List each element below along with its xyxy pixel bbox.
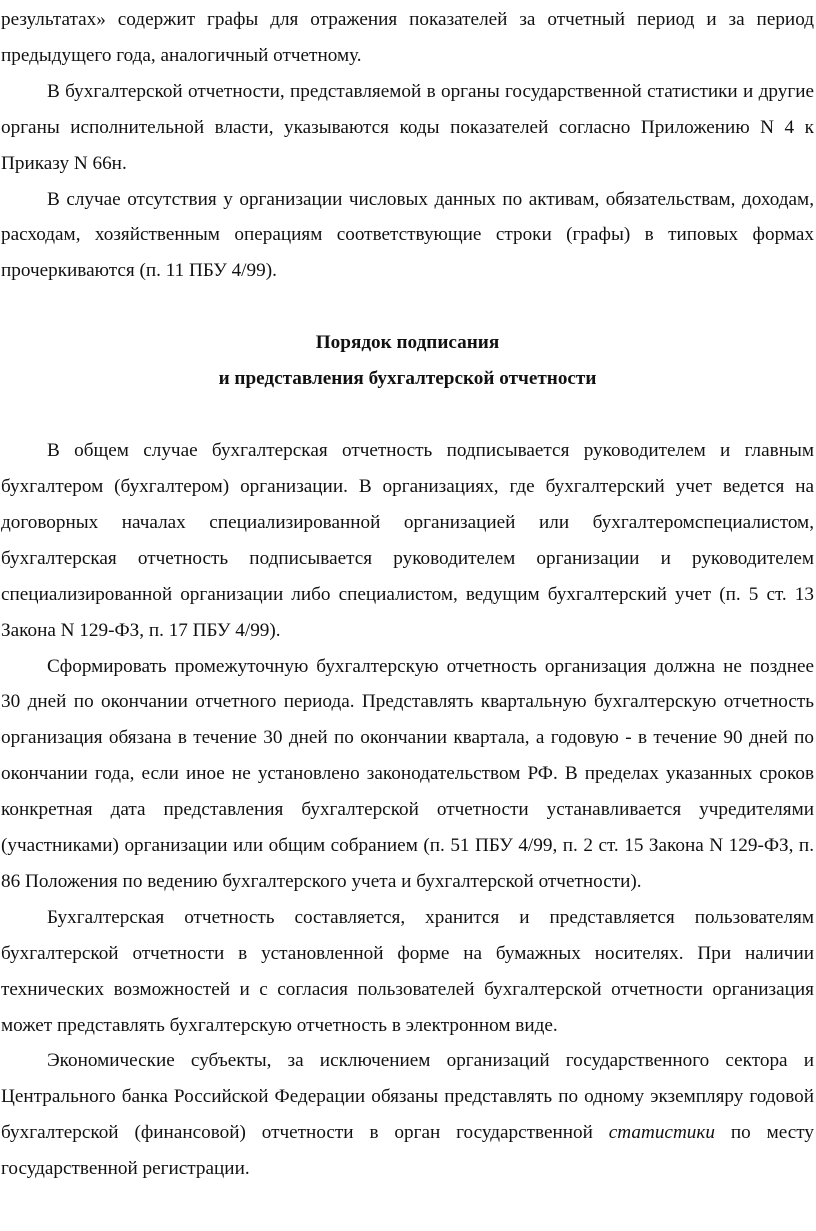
paragraph-submission <box>1 1043 814 1187</box>
paragraph-storage-format: Бухгалтерская отчетность составляется, хранится и представляется пользователям бухгалтерской отчетности в установленной форме на бумажных носителях. При наличии технических возможностей и с согласия пользователей бухгалтерской отчетности организация может представлять бухгалтерскую отчетность в электронном виде. <box>1 906 814 1036</box>
section-spacer <box>1 289 814 325</box>
section-spacer <box>1 397 814 433</box>
paragraph-statistics-codes: В бухгалтерской отчетности, представляемой в органы государственной статистики и другие органы исполнительной власти, указываются коды показателей согласно Приложению N 4 к Приказу N 66н. <box>1 80 814 174</box>
section-heading-line-1: Порядок подписания <box>315 332 500 354</box>
paragraph-submission-emphasis: статистики <box>608 1122 715 1144</box>
paragraph-submission-text-end: по месту государственной регистрации. <box>1 1122 814 1180</box>
section-heading <box>1 325 814 397</box>
paragraph-missing-data: В случае отсутствия у организации числовых данных по активам, обязательствам, доходам, расходам, хозяйственным операциям соответствующие строки (графы) в типовых формах прочеркиваются (п. 11 ПБУ 4/99). <box>1 188 814 282</box>
paragraph-continuation: результатах» содержит графы для отражения показателей за отчетный период и за период предыдущего года, аналогичный отчетному. <box>1 9 814 66</box>
section-heading-line-2: и представления бухгалтерской отчетности <box>218 368 597 390</box>
paragraph-signing: В общем случае бухгалтерская отчетность подписывается руководителем и главным бухгалтером (бухгалтером) организации. В организациях, где бухгалтерский учет ведется на договорных началах специализированной организацией или бухгалтеромспециалистом, бухгалтерская отчетность подписывается руководителем организации и руководителем специализированной организации либо специалистом, ведущим бухгалтерский учет (п. 5 ст. 13 Закона N 129-ФЗ, п. 17 ПБУ 4/99). <box>1 440 814 641</box>
paragraph-submission-text-start: Экономические субъекты, за исключением организаций государственного сектора и Центрального банка Российской Федерации обязаны представлять по одному экземпляру годовой бухгалтерской (финансовой) отчетности в орган государственной <box>1 1050 814 1144</box>
paragraph-deadlines: Сформировать промежуточную бухгалтерскую отчетность организация должна не позднее 30 дней по окончании отчетного периода. Представлять квартальную бухгалтерскую отчетность организация обязана в течение 30 дней по окончании квартала, а годовую - в течение 90 дней по окончании года, если иное не установлено законодательством РФ. В пределах указанных сроков конкретная дата представления бухгалтерской отчетности устанавливается учредителями (участниками) организации или общим собранием (п. 51 ПБУ 4/99, п. 2 ст. 15 Закона N 129-ФЗ, п. 86 Положения по ведению бухгалтерского учета и бухгалтерской отчетности). <box>1 655 814 892</box>
